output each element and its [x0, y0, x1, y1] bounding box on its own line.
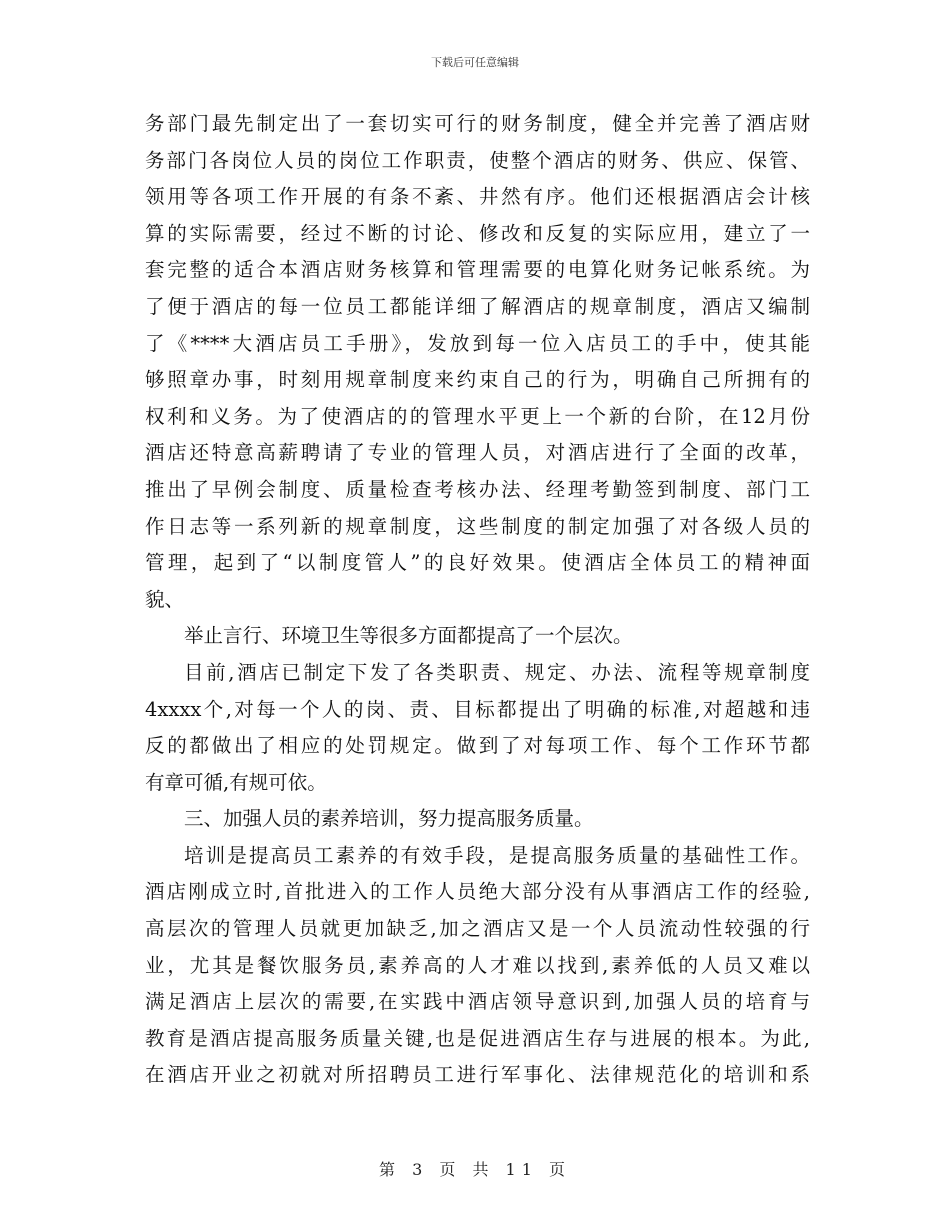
- text-line: 了《****大酒店员工手册》，发放到每一位入店员工的手中，使其能: [145, 331, 810, 355]
- text-line: 4xxxx个,对每一个人的岗、责、目标都提出了明确的标准,对超越和违: [145, 697, 810, 721]
- text-line: 三、加强人员的素养培训，努力提高服务质量。: [184, 807, 594, 831]
- text-line: 套完整的适合本酒店财务核算和管理需要的电算化财务记帐系统。为: [145, 258, 810, 282]
- page-header: 下载后可任意编辑: [431, 56, 519, 69]
- text-line: 满足酒店上层次的需要,在实践中酒店领导意识到,加强人员的培育与: [145, 990, 810, 1014]
- text-line: 作日志等一系列新的规章制度，这些制度的制定加强了对各级人员的: [145, 514, 810, 538]
- text-line: 教育是酒店提高服务质量关键,也是促进酒店生存与进展的根本。为此,: [145, 1026, 810, 1050]
- text-line: 高层次的管理人员就更加缺乏,加之酒店又是一个人员流动性较强的行: [145, 917, 810, 941]
- text-line: 权利和义务。为了使酒店的的管理水平更上一个新的台阶，在12月份: [145, 404, 810, 428]
- text-line: 推出了早例会制度、质量检查考核办法、经理考勤签到制度、部门工: [145, 477, 810, 501]
- text-line: 管理，起到了“以制度管人”的良好效果。使酒店全体员工的精神面: [145, 551, 810, 575]
- text-line: 务部门各岗位人员的岗位工作职责，使整个酒店的财务、供应、保管、: [145, 148, 810, 172]
- text-line: 培训是提高员工素养的有效手段，是提高服务质量的基础性工作。: [184, 843, 810, 867]
- text-line: 了便于酒店的每一位员工都能详细了解酒店的规章制度，酒店又编制: [145, 294, 810, 318]
- text-line: 举止言行、环境卫生等很多方面都提高了一个层次。: [184, 624, 633, 648]
- text-line: 酒店还特意高薪聘请了专业的管理人员，对酒店进行了全面的改革，: [145, 441, 810, 465]
- text-line: 目前,酒店已制定下发了各类职责、规定、办法、流程等规章制度: [184, 660, 810, 684]
- page-footer: 第 3 页 共 11 页: [379, 1160, 571, 1179]
- text-line: 领用等各项工作开展的有条不紊、井然有序。他们还根据酒店会计核: [145, 185, 810, 209]
- text-line: 有章可循,有规可依。: [145, 770, 327, 794]
- document-body: [145, 106, 810, 1094]
- text-line: 业，尤其是餐饮服务员,素养高的人才难以找到,素养低的人员又难以: [145, 953, 810, 977]
- text-line: 够照章办事，时刻用规章制度来约束自己的行为，明确自己所拥有的: [145, 368, 810, 392]
- text-line: 貌、: [145, 587, 185, 611]
- text-line: 在酒店开业之初就对所招聘员工进行军事化、法律规范化的培训和系: [145, 1063, 810, 1087]
- text-line: 酒店刚成立时,首批进入的工作人员绝大部分没有从事酒店工作的经验,: [145, 880, 810, 904]
- text-line: 务部门最先制定出了一套切实可行的财务制度，健全并完善了酒店财: [145, 112, 810, 135]
- text-line: 反的都做出了相应的处罚规定。做到了对每项工作、每个工作环节都: [145, 734, 810, 758]
- text-line: 算的实际需要，经过不断的讨论、修改和反复的实际应用，建立了一: [145, 221, 810, 245]
